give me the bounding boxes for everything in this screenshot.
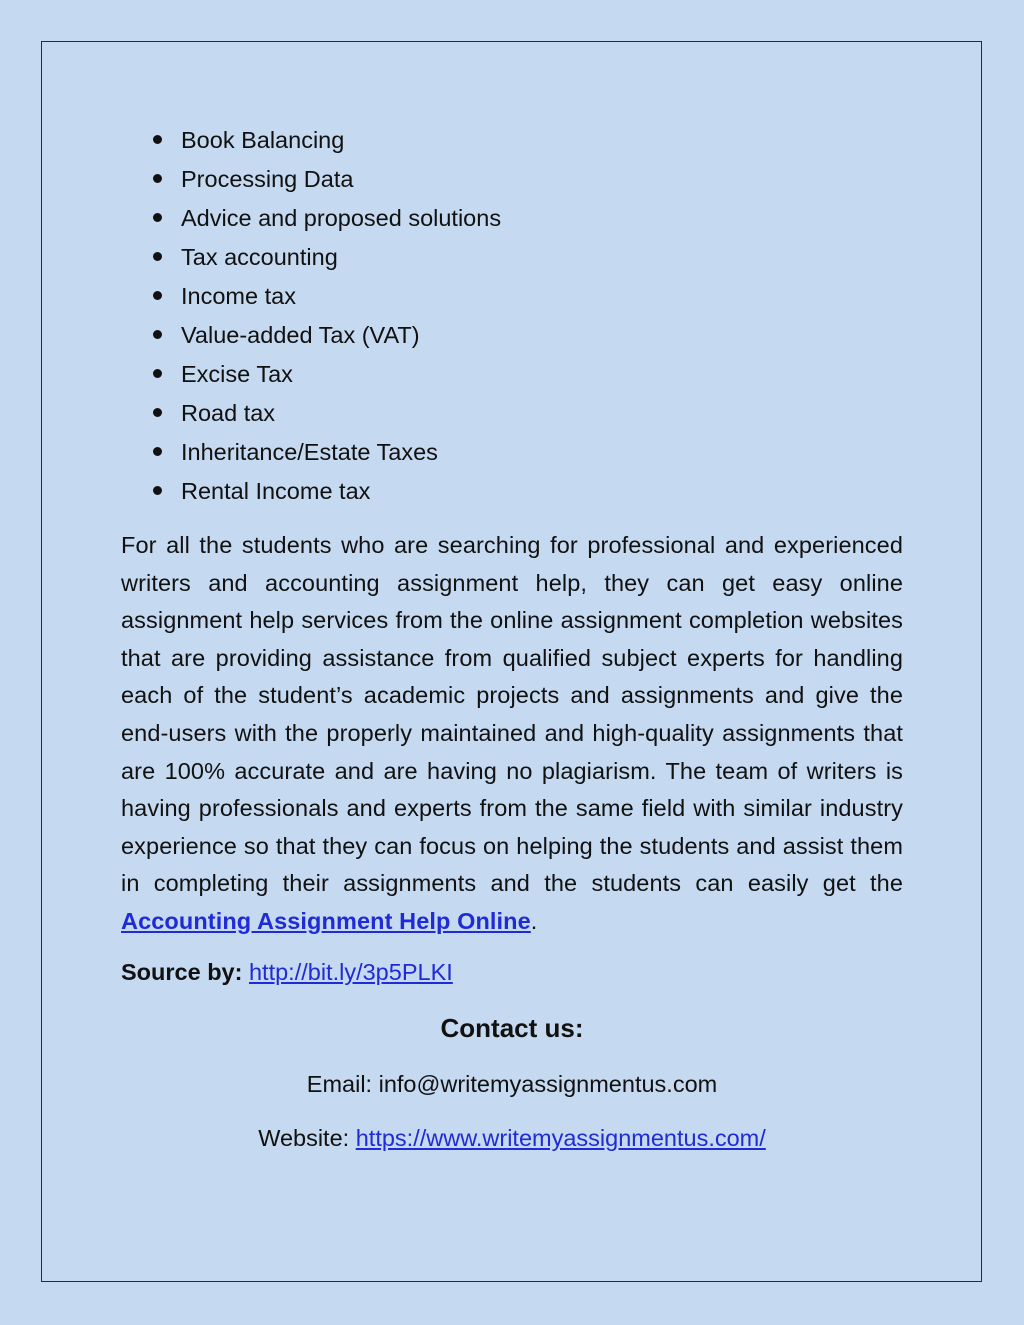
bullet-icon	[153, 369, 162, 378]
paragraph-text: For all the students who are searching for professional and experienced writers and accounting assignment help, they can get easy online assignment help services from the online assignment completion websites that are providing assistance from qualified subject experts for handling each of the student’s academic projects and assignments and give the end-users with the properly maintained and high-quality assignments that are 100% accurate and are having no plagiarism. The team of writers is having professionals and experts from the same field with similar industry experience so that they can focus on helping the students and assist them in completing their assignments and the students can easily get the	[121, 532, 903, 897]
list-item	[121, 278, 903, 317]
accounting-help-link[interactable]: Accounting Assignment Help Online	[121, 907, 531, 934]
services-bullet-list	[121, 122, 903, 512]
email-line	[121, 1067, 903, 1101]
bullet-icon	[153, 408, 162, 417]
bullet-icon	[153, 135, 162, 144]
list-item	[121, 317, 903, 356]
list-item-text: Processing Data	[181, 166, 354, 192]
list-item	[121, 200, 903, 239]
list-item-text: Income tax	[181, 283, 296, 309]
email-label: Email:	[306, 1070, 373, 1097]
bullet-icon	[153, 330, 162, 339]
list-item-text: Excise Tax	[181, 361, 293, 387]
paragraph-end: .	[530, 907, 538, 934]
website-link[interactable]: https://www.writemyassignmentus.com/	[355, 1124, 766, 1151]
body-paragraph	[121, 527, 903, 941]
list-item-text: Tax accounting	[181, 244, 338, 270]
list-item-text: Advice and proposed solutions	[181, 205, 502, 231]
source-link[interactable]: http://bit.ly/3p5PLKI	[248, 958, 453, 985]
list-item	[121, 434, 903, 473]
bullet-icon	[153, 213, 162, 222]
bullet-icon	[153, 447, 162, 456]
bullet-icon	[153, 174, 162, 183]
list-item	[121, 239, 903, 278]
list-item	[121, 356, 903, 395]
website-label: Website:	[258, 1124, 350, 1151]
list-item-text: Rental Income tax	[181, 478, 371, 504]
document-content	[121, 122, 903, 1155]
bullet-icon	[153, 291, 162, 300]
bullet-icon	[153, 252, 162, 261]
list-item-text: Book Balancing	[181, 127, 345, 153]
website-line	[121, 1121, 903, 1155]
contact-heading: Contact us:	[440, 1012, 584, 1043]
email-value: info@writemyassignmentus.com	[378, 1070, 718, 1097]
list-item	[121, 161, 903, 200]
list-item	[121, 473, 903, 512]
source-line	[121, 955, 903, 989]
source-label: Source by:	[121, 958, 243, 985]
bullet-icon	[153, 486, 162, 495]
list-item-text: Road tax	[181, 400, 276, 426]
list-item-text: Value-added Tax (VAT)	[181, 322, 420, 348]
list-item	[121, 122, 903, 161]
list-item-text: Inheritance/Estate Taxes	[181, 439, 438, 465]
list-item	[121, 395, 903, 434]
